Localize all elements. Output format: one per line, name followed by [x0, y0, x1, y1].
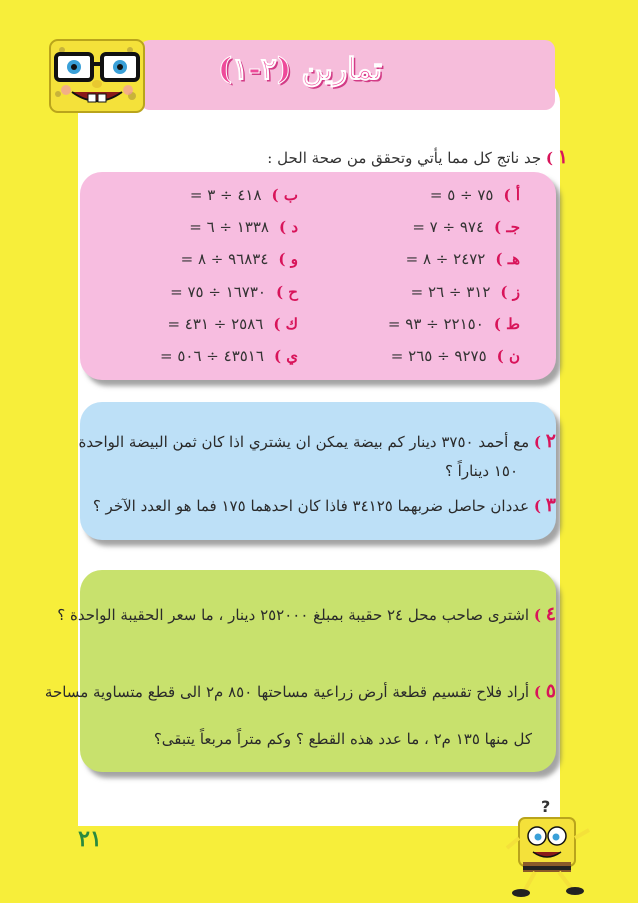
- q4-number: ٤: [545, 603, 556, 625]
- q1-number: ١: [557, 146, 568, 168]
- exercise-hha: ح )١٦٧٣٠ ÷ ٧٥ =: [170, 283, 298, 301]
- page-title: تمارين (٢-١): [217, 52, 383, 87]
- q5-paren: ): [533, 683, 541, 701]
- running-sponge-mascot-icon: [505, 798, 593, 900]
- exercise-ya: ي )٤٣٥١٦ ÷ ٥٠٦ =: [160, 347, 298, 365]
- q5-number: ٥: [545, 680, 556, 702]
- q2-number: ٢: [545, 430, 556, 452]
- q3-paren: ): [533, 497, 541, 515]
- exercise-waw: و )٩٦٨٣٤ ÷ ٨ =: [180, 250, 298, 268]
- svg-text:?: ?: [541, 798, 551, 816]
- q3-number: ٣: [545, 494, 556, 516]
- exercise-ha: هـ )٢٤٧٢ ÷ ٨ =: [405, 250, 520, 268]
- q3-line1: ٣ ) عددان حاصل ضربهما ٣٤١٢٥ فاذا كان احدهما ١٧٥ فما هو العدد الآخر ؟: [92, 494, 556, 516]
- exercise-zay: ز )٣١٢ ÷ ٢٦ =: [410, 283, 520, 301]
- q5-line2: كل منها ١٣٥ م٢ ، ما عدد هذه القطع ؟ وكم متراً مربعاً يتبقى؟: [153, 730, 532, 748]
- exercise-ba: ب )٤١٨ ÷ ٣ =: [189, 186, 298, 204]
- q1-paren: ): [545, 149, 553, 167]
- q2-line1: ٢ ) مع أحمد ٣٧٥٠ دينار كم بيضة يمكن ان يشتري اذا كان ثمن البيضة الواحدة: [78, 430, 556, 452]
- page-number: ٢١: [78, 826, 102, 852]
- q1-heading: [108, 146, 568, 168]
- q4-line1: ٤ ) اشترى صاحب محل ٢٤ حقيبة بمبلغ ٢٥٢٠٠٠ دينار ، ما سعر الحقيبة الواحدة ؟: [57, 603, 556, 625]
- q4-paren: ): [533, 606, 541, 624]
- exercise-noon: ن )٩٢٧٥ ÷ ٢٦٥ =: [390, 347, 520, 365]
- q2-paren: ): [533, 433, 541, 451]
- exercise-ta: ط )٢٢١٥٠ ÷ ٩٣ =: [387, 315, 520, 333]
- q1-instruction: جد ناتج كل مما يأتي وتحقق من صحة الحل :: [267, 149, 542, 167]
- exercise-dal: د )١٣٣٨ ÷ ٦ =: [189, 218, 298, 236]
- q5-line1: ٥ ) أراد فلاح تقسيم قطعة أرض زراعية مساحتها ٨٥٠ م٢ الى قطع متساوية مساحة: [44, 680, 556, 702]
- q2-line2: ١٥٠ ديناراً ؟: [444, 462, 518, 480]
- exercise-a: أ )٧٥ ÷ ٥ =: [429, 186, 520, 204]
- exercise-jeem: جـ )٩٧٤ ÷ ٧ =: [412, 218, 520, 236]
- exercise-kaf: ك )٢٥٨٦ ÷ ٤٣١ =: [167, 315, 298, 333]
- sponge-mascot-icon: [42, 36, 152, 116]
